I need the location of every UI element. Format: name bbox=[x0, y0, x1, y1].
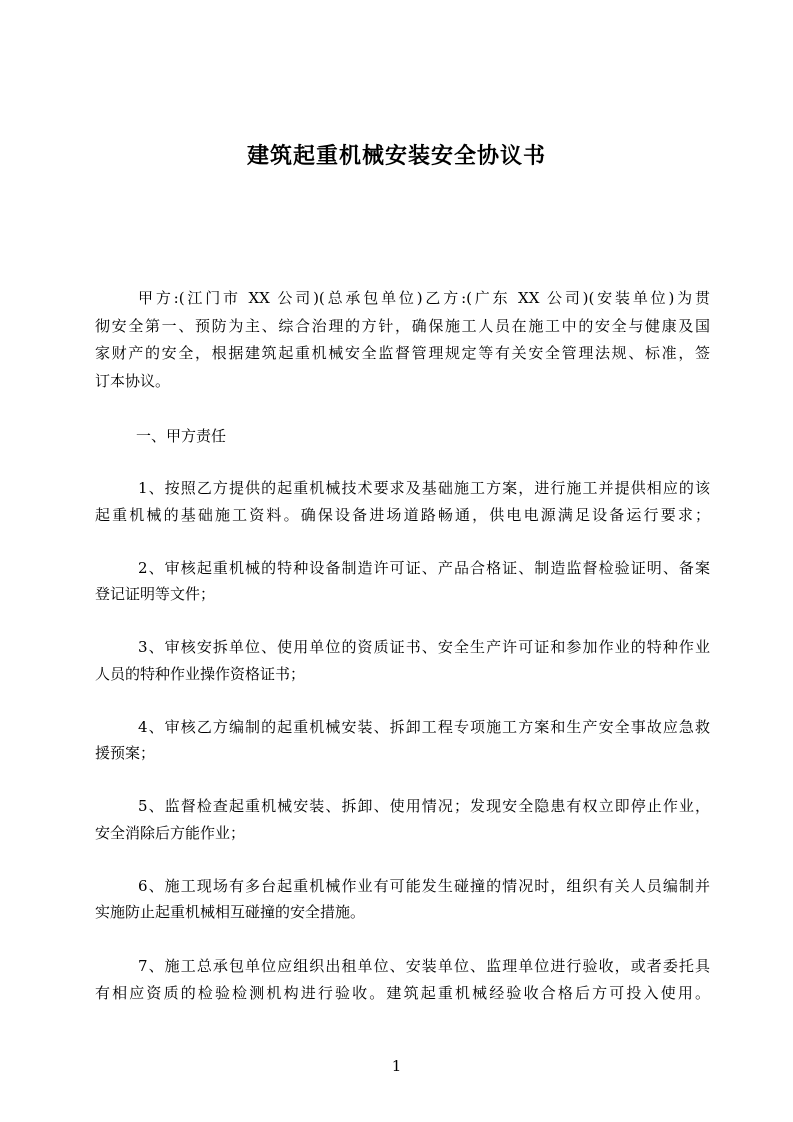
item-line: 安全消除后方能作业； bbox=[95, 824, 246, 842]
document-title: 建筑起重机械安装安全协议书 bbox=[246, 144, 546, 169]
item-line: 援预案； bbox=[95, 744, 156, 762]
item-line: 3、审核安拆单位、使用单位的资质证书、安全生产许可证和参加作业的特种作业 bbox=[138, 638, 710, 656]
item-line: 6、施工现场有多台起重机械作业有可能发生碰撞的情况时，组织有关人员编制并 bbox=[138, 877, 710, 895]
item-line: 登记证明等文件； bbox=[95, 585, 216, 603]
item-line: 实施防止起重机械相互碰撞的安全措施。 bbox=[95, 903, 366, 921]
item-line: 有相应资质的检验检测机构进行验收。建筑起重机械经验收合格后方可投入使用。 bbox=[95, 984, 710, 1002]
item-line: 7、施工总承包单位应组织出租单位、安装单位、监理单位进行验收，或者委托具 bbox=[138, 957, 710, 975]
item-line: 2、审核起重机械的特种设备制造许可证、产品合格证、制造监督检验证明、备案 bbox=[138, 559, 710, 577]
intro-line: 甲方:(江门市 XX 公司)(总承包单位)乙方:(广东 XX 公司)(安装单位)为贯 bbox=[138, 289, 710, 307]
item-line: 4、审核乙方编制的起重机械安装、拆卸工程专项施工方案和生产安全事故应急救 bbox=[138, 718, 710, 736]
intro-line: 订本协议。 bbox=[95, 372, 171, 390]
intro-line: 彻安全第一、预防为主、综合治理的方针，确保施工人员在施工中的安全与健康及国 bbox=[95, 317, 710, 335]
page-number: 1 bbox=[391, 1057, 402, 1075]
intro-line: 家财产的安全，根据建筑起重机械安全监督管理规定等有关安全管理法规、标准，签 bbox=[95, 344, 710, 362]
section-heading: 一、甲方责任 bbox=[136, 427, 227, 445]
item-line: 人员的特种作业操作资格证书； bbox=[95, 665, 306, 683]
item-line: 1、按照乙方提供的起重机械技术要求及基础施工方案，进行施工并提供相应的该 bbox=[138, 479, 710, 497]
item-line: 5、监督检查起重机械安装、拆卸、使用情况；发现安全隐患有权立即停止作业， bbox=[138, 797, 710, 815]
item-line: 起重机械的基础施工资料。确保设备进场道路畅通，供电电源满足设备运行要求； bbox=[95, 506, 710, 524]
